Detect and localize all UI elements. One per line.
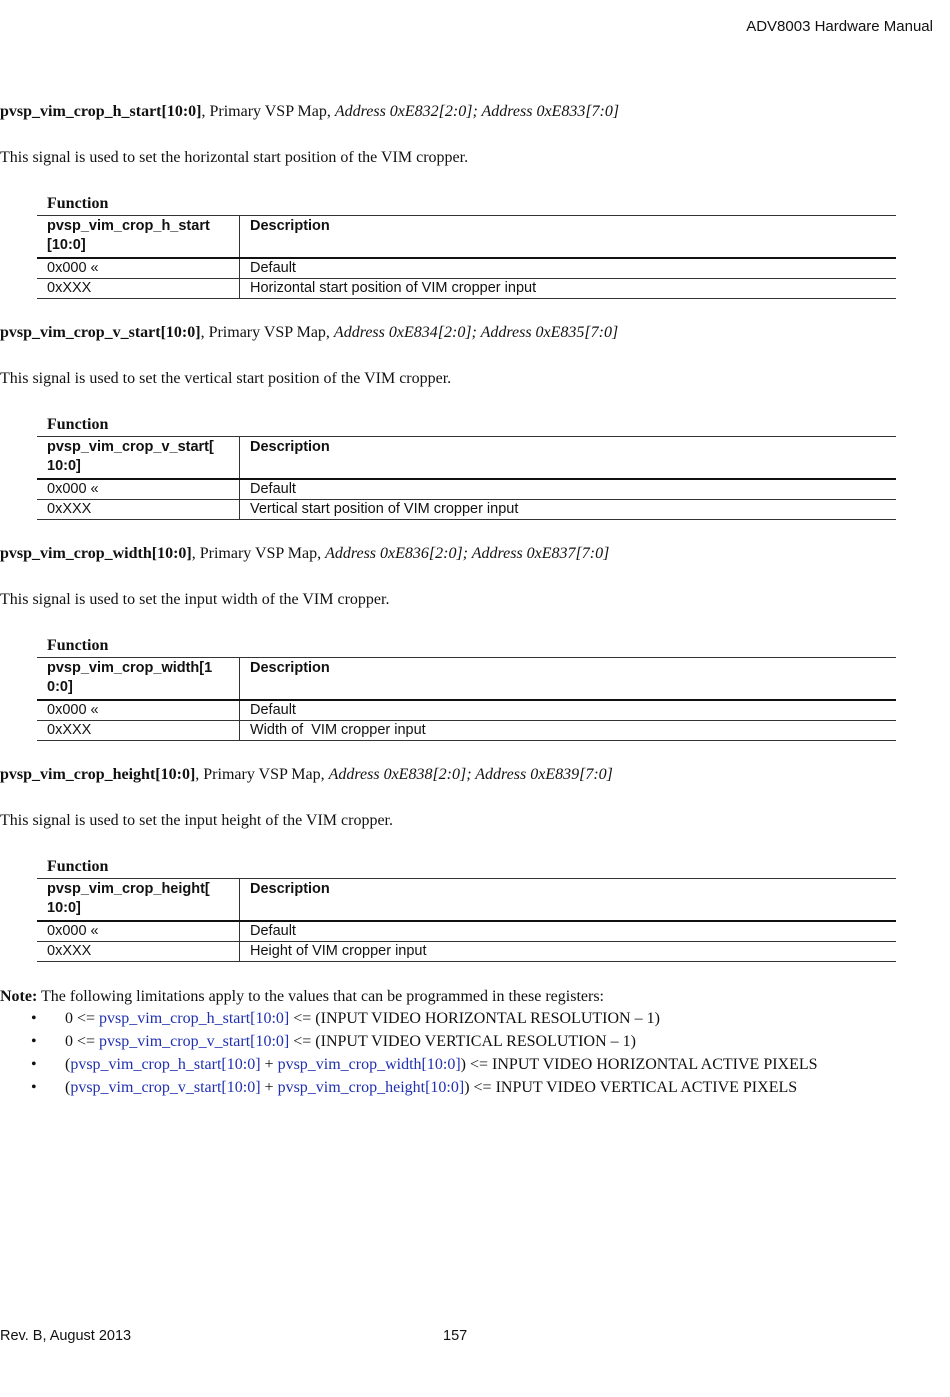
table-header-row xyxy=(37,658,896,701)
register-link[interactable]: pvsp_vim_crop_v_start[10:0] xyxy=(99,1033,290,1050)
table-cell-value: 0x000 « xyxy=(37,479,240,500)
signal-name: pvsp_vim_crop_height[10:0] xyxy=(0,766,196,783)
table-header-row xyxy=(37,437,896,480)
table-cell-description: Height of VIM cropper input xyxy=(240,942,897,962)
register-link[interactable]: pvsp_vim_crop_v_start[10:0] xyxy=(70,1079,261,1096)
register-link[interactable]: pvsp_vim_crop_height[10:0] xyxy=(277,1079,465,1096)
table-cell-description: Default xyxy=(240,479,897,500)
limit-pre: ( xyxy=(65,1056,71,1073)
function-table xyxy=(37,878,896,962)
signal-description: This signal is used to set the input height of the VIM cropper. xyxy=(0,812,393,829)
table-cell-description: Default xyxy=(240,700,897,721)
signal-address: Address 0xE832[2:0]; Address 0xE833[7:0] xyxy=(334,103,620,120)
signal-description: This signal is used to set the input width of the VIM cropper. xyxy=(0,591,390,608)
signal-heading xyxy=(0,545,609,563)
table-cell-value: 0x000 « xyxy=(37,700,240,721)
column-header-signal xyxy=(37,437,240,480)
bullet-icon: • xyxy=(31,1010,37,1027)
bullet-icon: • xyxy=(31,1079,37,1096)
col1-header-a: pvsp_vim_crop_height[ xyxy=(47,881,210,897)
signal-description: This signal is used to set the horizontal start position of the VIM cropper. xyxy=(0,149,469,166)
limit-pre: 0 <= xyxy=(65,1033,100,1050)
register-link[interactable]: pvsp_vim_crop_h_start[10:0] xyxy=(99,1010,290,1027)
column-header-signal xyxy=(37,658,240,701)
signal-address: Address 0xE838[2:0]; Address 0xE839[7:0] xyxy=(328,766,613,783)
footer-revision: Rev. B, August 2013 xyxy=(0,1328,132,1344)
manual-title: ADV8003 Hardware Manual xyxy=(746,18,933,35)
signal-address: Address 0xE834[2:0]; Address 0xE835[7:0] xyxy=(333,324,619,341)
column-header-signal xyxy=(37,879,240,922)
bullet-icon: • xyxy=(31,1033,37,1050)
table-cell-description: Default xyxy=(240,921,897,942)
table-cell-description: Width of VIM cropper input xyxy=(240,721,897,741)
table-row xyxy=(37,500,896,520)
col1-header-a: pvsp_vim_crop_width[1 xyxy=(47,660,213,676)
function-label: Function xyxy=(47,637,109,654)
signal-heading xyxy=(0,324,618,342)
table-row xyxy=(37,942,896,962)
signal-map: , Primary VSP Map, xyxy=(195,766,329,783)
register-link[interactable]: pvsp_vim_crop_h_start[10:0] xyxy=(70,1056,261,1073)
table-header-row xyxy=(37,216,896,259)
function-table xyxy=(37,215,896,299)
function-table xyxy=(37,657,896,741)
table-row xyxy=(37,279,896,299)
column-header-description: Description xyxy=(240,658,897,701)
limit-mid: + xyxy=(260,1079,278,1096)
limit-text xyxy=(65,1010,660,1028)
table-cell-value: 0xXXX xyxy=(37,279,240,299)
limit-pre: 0 <= xyxy=(65,1010,100,1027)
table-row xyxy=(37,479,896,500)
register-link[interactable]: pvsp_vim_crop_width[10:0] xyxy=(277,1056,461,1073)
table-row xyxy=(37,721,896,741)
function-table xyxy=(37,436,896,520)
col1-header-a: pvsp_vim_crop_h_start xyxy=(47,218,210,234)
table-cell-description: Horizontal start position of VIM cropper input xyxy=(240,279,897,299)
signal-map: , Primary VSP Map, xyxy=(191,545,326,562)
limit-mid: + xyxy=(260,1056,278,1073)
col1-header-b: 0:0] xyxy=(47,679,73,695)
table-cell-value: 0xXXX xyxy=(37,942,240,962)
signal-heading xyxy=(0,766,613,784)
note-label: Note: xyxy=(0,988,38,1005)
limit-post: <= (INPUT VIDEO VERTICAL RESOLUTION – 1) xyxy=(289,1033,636,1050)
column-header-description: Description xyxy=(240,879,897,922)
note-text: The following limitations apply to the values that can be programmed in these registers: xyxy=(37,988,604,1005)
col1-header-b: [10:0] xyxy=(47,237,86,253)
signal-heading xyxy=(0,103,619,121)
limit-post: ) <= INPUT VIDEO HORIZONTAL ACTIVE PIXELS xyxy=(460,1056,818,1073)
signal-description: This signal is used to set the vertical start position of the VIM cropper. xyxy=(0,370,452,387)
table-row xyxy=(37,700,896,721)
signal-name: pvsp_vim_crop_v_start[10:0] xyxy=(0,324,201,341)
col1-header-b: 10:0] xyxy=(47,900,81,916)
limit-text xyxy=(65,1056,818,1074)
note-paragraph xyxy=(0,988,604,1006)
table-row xyxy=(37,921,896,942)
limit-post: <= (INPUT VIDEO HORIZONTAL RESOLUTION – 1) xyxy=(289,1010,660,1027)
table-row xyxy=(37,258,896,279)
signal-address: Address 0xE836[2:0]; Address 0xE837[7:0] xyxy=(325,545,610,562)
table-cell-value: 0xXXX xyxy=(37,721,240,741)
col1-header-a: pvsp_vim_crop_v_start[ xyxy=(47,439,214,455)
column-header-description: Description xyxy=(240,437,897,480)
table-cell-description: Vertical start position of VIM cropper input xyxy=(240,500,897,520)
signal-name: pvsp_vim_crop_width[10:0] xyxy=(0,545,192,562)
table-cell-value: 0x000 « xyxy=(37,258,240,279)
limit-text xyxy=(65,1079,797,1097)
function-label: Function xyxy=(47,195,109,212)
table-cell-value: 0x000 « xyxy=(37,921,240,942)
bullet-icon: • xyxy=(31,1056,37,1073)
limit-text xyxy=(65,1033,636,1051)
col1-header-b: 10:0] xyxy=(47,458,81,474)
table-cell-description: Default xyxy=(240,258,897,279)
table-cell-value: 0xXXX xyxy=(37,500,240,520)
column-header-signal xyxy=(37,216,240,259)
page-number: 157 xyxy=(443,1328,468,1344)
limit-post: ) <= INPUT VIDEO VERTICAL ACTIVE PIXELS xyxy=(464,1079,798,1096)
function-label: Function xyxy=(47,416,109,433)
signal-name: pvsp_vim_crop_h_start[10:0] xyxy=(0,103,202,120)
signal-map: , Primary VSP Map, xyxy=(201,103,335,120)
limit-pre: ( xyxy=(65,1079,71,1096)
column-header-description: Description xyxy=(240,216,897,259)
signal-map: , Primary VSP Map, xyxy=(200,324,334,341)
function-label: Function xyxy=(47,858,109,875)
table-header-row xyxy=(37,879,896,922)
